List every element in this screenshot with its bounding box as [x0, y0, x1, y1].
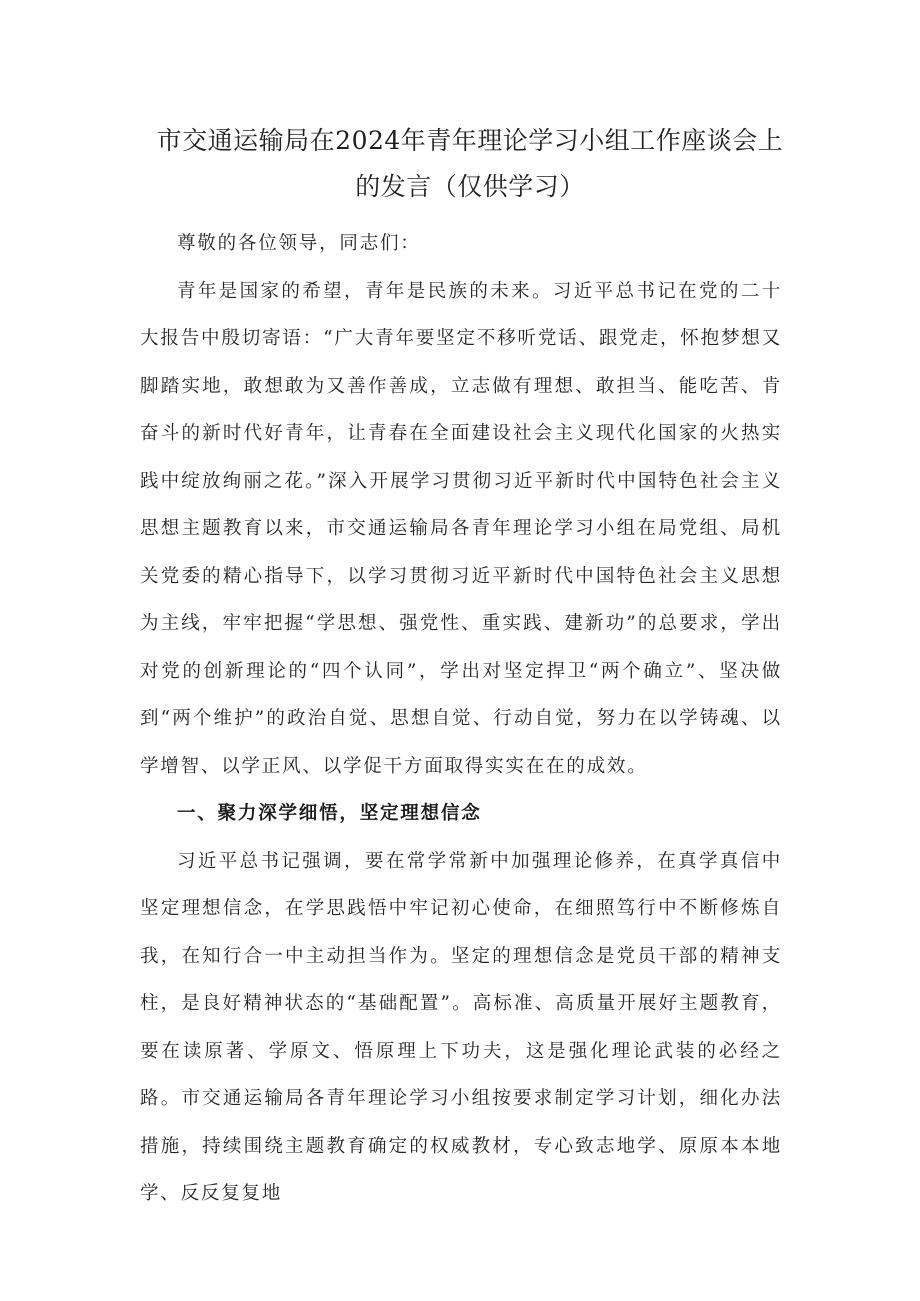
- section-1-paragraph: 习近平总书记强调，要在常学常新中加强理论修养，在真学真信中坚定理想信念，在学思践悟中牢记初心使命，在细照笃行中不断修炼自我，在知行合一中主动担当作为。坚定的理想信念是党员干部的精神支柱，是良好精神状态的“基础配置”。高标准、高质量开展好主题教育，要在读原著、学原文、悟原理上下功夫，这是强化理论武装的必经之路。市交通运输局各青年理论学习小组按要求制定学习计划，细化办法措施，持续围绕主题教育确定的权威教材，专心致志地学、原原本本地学、反反复复地: [140, 850, 782, 1204]
- document-body: [140, 220, 782, 1218]
- intro-paragraph: 青年是国家的希望，青年是民族的未来。习近平总书记在党的二十大报告中殷切寄语：“广大青年要坚定不移听党话、跟党走，怀抱梦想又脚踏实地，敢想敢为又善作善成，立志做有理想、敢担当、能吃苦、肯奋斗的新时代好青年，让青春在全面建设社会主义现代化国家的火热实践中绽放绚丽之花。”深入开展学习贯彻习近平新时代中国特色社会主义思想主题教育以来，市交通运输局各青年理论学习小组在局党组、局机关党委的精心指导下，以学习贯彻习近平新时代中国特色社会主义思想为主线，牢牢把握“学思想、强党性、重实践、建新功”的总要求，学出对党的创新理论的“四个认同”，学出对坚定捍卫“两个确立”、坚决做到“两个维护”的政治自觉、思想自觉、行动自觉，努力在以学铸魂、以学增智、以学正风、以学促干方面取得实实在在的成效。: [140, 280, 782, 777]
- document-title: 市交通运输局在2024年青年理论学习小组工作座谈会上的发言（仅供学习）: [156, 126, 784, 201]
- greeting: 尊敬的各位领导，同志们：: [177, 233, 421, 254]
- section-heading-1: 一、聚力深学细悟，坚定理想信念: [177, 803, 482, 824]
